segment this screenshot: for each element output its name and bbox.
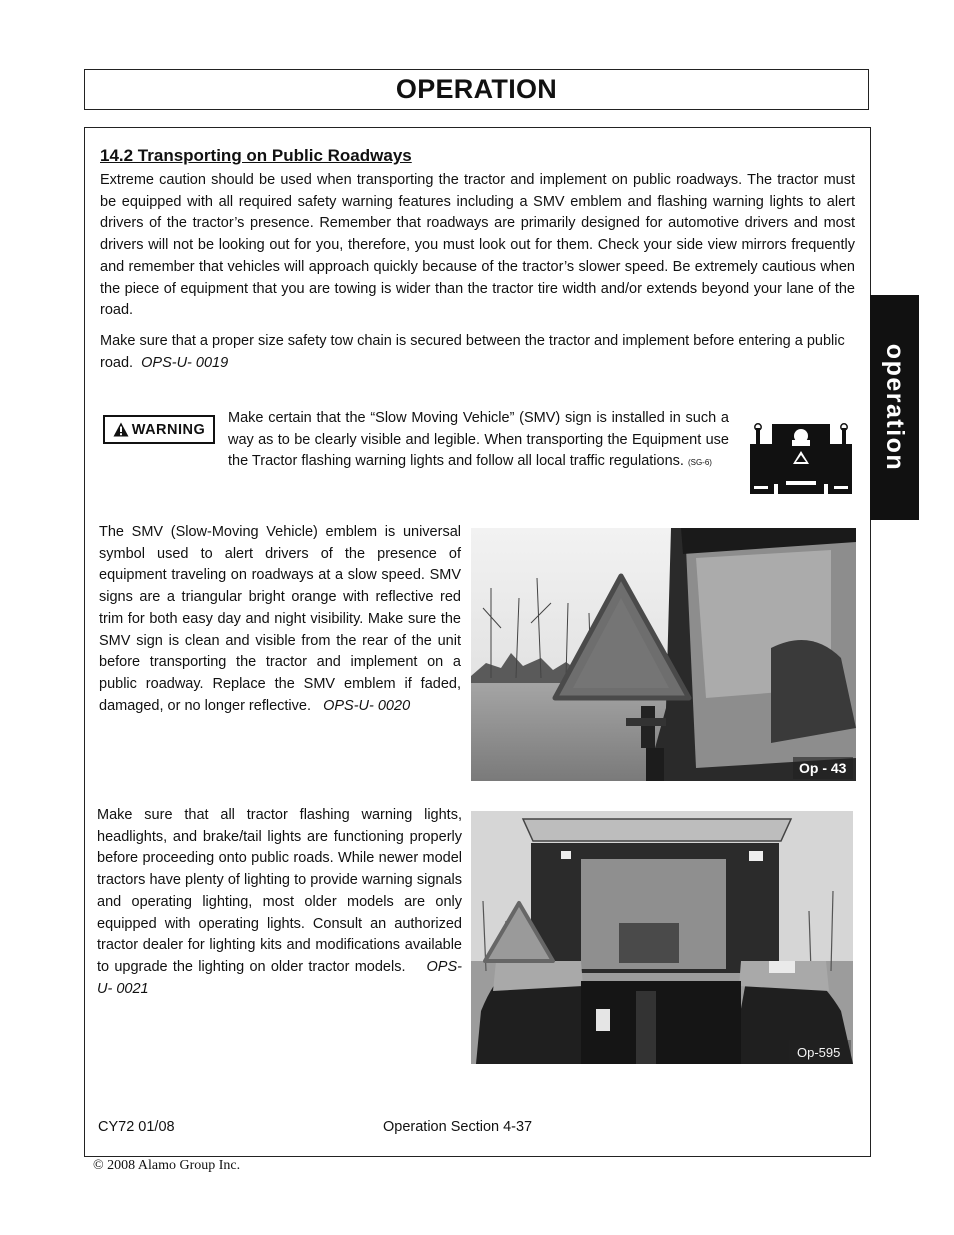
copyright-notice: © 2008 Alamo Group Inc.: [93, 1158, 241, 1173]
tow-chain-paragraph: [100, 331, 855, 374]
ops-code: OPS-U- 0020: [323, 697, 411, 714]
tractor-smv-icon: [748, 414, 854, 497]
footer-page-number: Operation Section 4-37: [383, 1119, 533, 1135]
warning-text: [228, 408, 729, 474]
intro-paragraph: Extreme caution should be used when transporting the tractor and implement on public roadways. The tractor must be equipped with all required safety warning features including a SMV emblem and flashing warning lights to alert drivers of the tractor’s presence. Remember that roadways are primarily designed for automotive drivers and most drivers will not be looking out for you, therefore, you must look out for them. Check your side view mirrors frequently and remember that vehicles will approach quickly because of the tractor’s slower speed. Be extremely cautious when the piece of equipment that you are towing is wider than the tractor tire width and/or extends beyond your lane of the road.: [100, 172, 855, 319]
header-box: [84, 69, 869, 110]
ops-code: OPS-U- 0021: [97, 958, 462, 997]
lighting-paragraph: [97, 805, 462, 1000]
warning-code: (SG-6): [687, 458, 712, 468]
side-tab-label: operation: [881, 343, 909, 472]
photo-caption: Op-595: [797, 1045, 841, 1060]
page-header-title: OPERATION: [395, 74, 558, 104]
warning-triangle-icon: [113, 422, 129, 437]
lighting-text: Make sure that all tractor flashing warning lights, headlights, and brake/tail lights are functioning properly before proceeding onto public roads. While newer model tractors have plenty of lighting to provide warning signals and operating lighting, most older models are only equipped with operating lights. Consult an authorized tractor dealer for lighting kits and modifications available to upgrade the lighting on older tractor models.: [97, 807, 462, 975]
ops-code: OPS-U- 0019: [141, 354, 229, 371]
photo-caption: Op - 43: [799, 760, 847, 776]
warning-badge: [103, 415, 215, 444]
smv-paragraph: [99, 522, 461, 717]
warning-badge-label: WARNING: [131, 421, 206, 438]
footer-doc-code: CY72 01/08: [98, 1119, 175, 1135]
section-side-tab: [870, 295, 919, 520]
warning-body: Make certain that the “Slow Moving Vehicle” (SMV) sign is installed in such a way as to be clearly visible and legible. When transporting the Equipment use the Tractor flashing warning lights and follow all local traffic regulations.: [228, 410, 729, 470]
tractor-lights-photo: [471, 811, 853, 1064]
tow-chain-text: Make sure that a proper size safety tow chain is secured between the tractor and implement before entering a public road.: [100, 333, 845, 371]
section-heading: 14.2 Transporting on Public Roadways: [100, 146, 412, 165]
smv-sign-photo: [471, 528, 856, 781]
smv-text: The SMV (Slow-Moving Vehicle) emblem is universal symbol used to alert drivers of the presence of equipment traveling on roadways at a slow speed. SMV signs are a triangular bright orange with reflective red trim for both easy day and night visibility. Make sure the SMV sign is clean and visible from the rear of the unit before transporting the tractor and implement on a public roadway. Replace the SMV emblem if faded, damaged, or no longer reflective.: [99, 524, 461, 714]
